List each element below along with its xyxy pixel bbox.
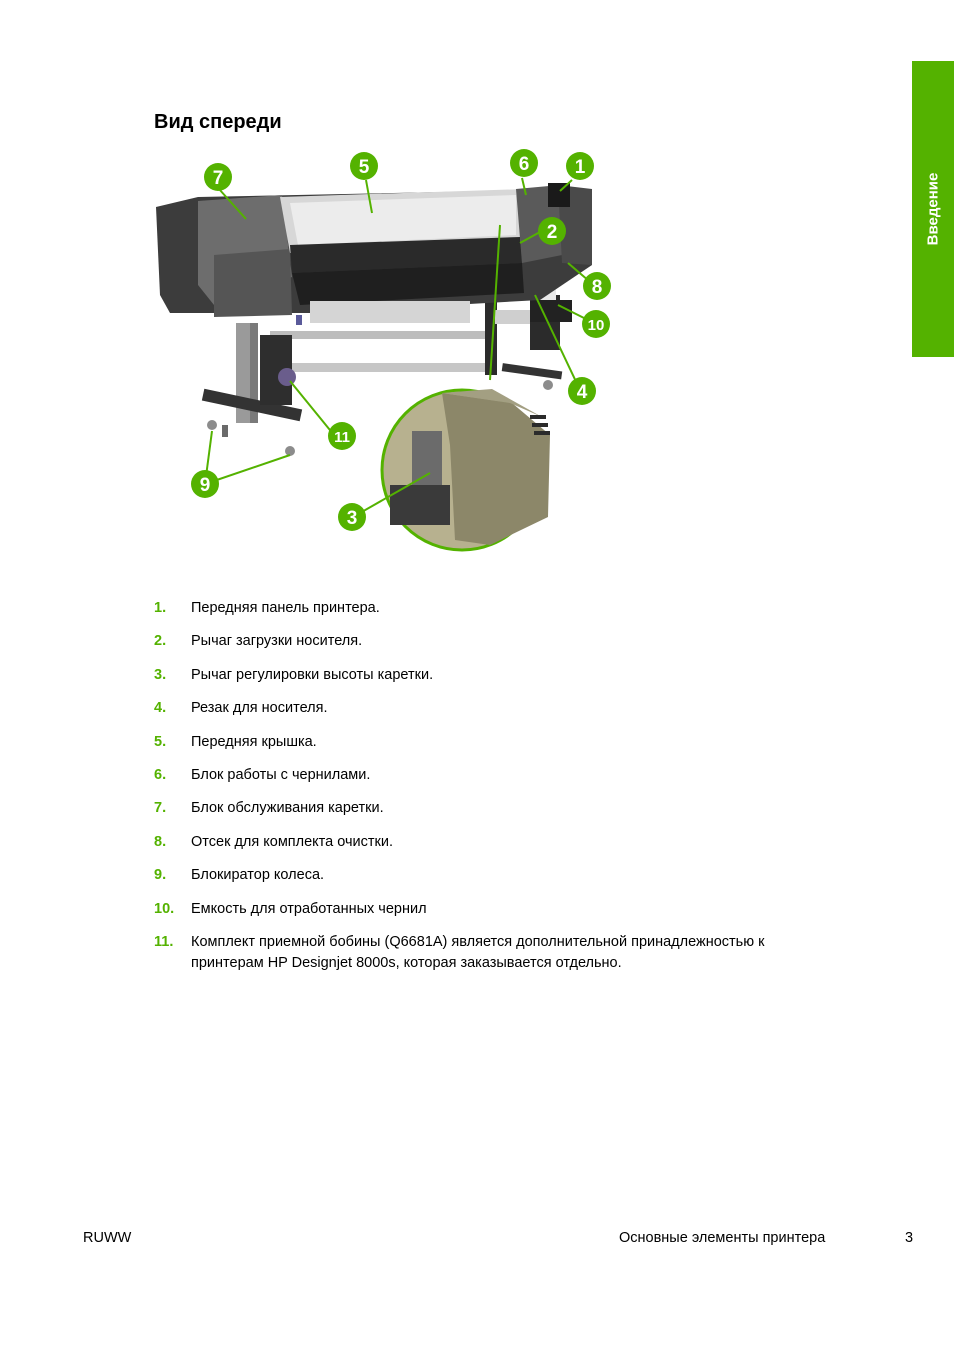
legend-list [154,598,834,986]
printer-body [156,183,592,325]
callout-label: 7 [212,168,224,189]
detail-inset [382,389,550,550]
callout-5 [350,152,378,180]
callout-3 [338,503,366,531]
legend-item-number: 8. [154,833,167,850]
callout-label: 3 [346,508,358,529]
legend-item-text: Рычаг загрузки носителя. [191,633,363,650]
legend-item [154,932,834,974]
legend-item-number: 1. [154,600,167,616]
legend-item [154,798,834,819]
legend-item [154,732,834,753]
chapter-side-tab-label: Введение [924,172,942,246]
footer-section-title: Основные элементы принтера [619,1230,826,1246]
legend-item-number: 4. [154,700,167,717]
legend-item [154,832,834,853]
callout-label: 6 [518,154,530,175]
legend-item-number: 7. [154,800,167,817]
printer-front-view-figure [150,145,620,575]
legend-item-text: Отсек для комплекта очистки. [191,833,394,850]
callout-8 [583,272,611,300]
callout-1 [566,152,594,180]
legend-item-number: 5. [154,733,167,750]
legend-item-text: Блок обслуживания каретки. [191,800,384,817]
legend-item [154,598,834,619]
legend-item-text: Блок работы с чернилами. [191,766,371,783]
callout-9 [191,470,219,498]
callout-label: 4 [576,382,588,403]
section-title: Вид спереди [154,111,282,133]
legend-item-text: Резак для носителя. [191,700,328,717]
legend-item-number: 2. [154,633,167,650]
callout-label: 9 [199,475,211,496]
legend-item-text: Емкость для отработанных чернил [191,900,427,917]
callout-10 [582,310,610,338]
callout-label: 8 [591,277,603,298]
legend-item [154,698,834,719]
callout-label: 11 [334,429,350,446]
legend-item-number: 3. [154,666,167,683]
legend-item-text: Рычаг регулировки высоты каретки. [191,666,434,683]
footer-page-number: 3 [905,1230,914,1246]
legend-item-number: 6. [154,766,167,783]
legend-item [154,665,834,686]
legend-item-text: Передняя панель принтера. [191,600,380,616]
legend-item [154,765,834,786]
legend-item-number: 9. [154,867,167,884]
legend-item-text: Передняя крышка. [191,733,317,750]
legend-item [154,899,834,920]
legend-item-text: Блокиратор колеса. [191,867,325,884]
chapter-side-tab [912,61,954,357]
callout-2 [538,217,566,245]
callout-label: 2 [546,222,558,243]
callout-7 [204,163,232,191]
legend-item-text: Комплект приемной бобины (Q6681A) является дополнительной принадлежностью к принтерам HP Designjet 8000s, которая заказывается отдельно. [191,933,765,971]
callout-11 [328,422,356,450]
legend-item-number: 10. [154,900,175,917]
legend-item-number: 11. [154,933,174,950]
callout-label: 1 [574,157,586,178]
callout-label: 5 [358,157,370,178]
callout-6 [510,149,538,177]
callout-label: 10 [587,317,605,334]
callout-4 [568,377,596,405]
footer-doc-id: RUWW [83,1230,132,1246]
legend-item [154,865,834,886]
legend-item [154,631,834,652]
